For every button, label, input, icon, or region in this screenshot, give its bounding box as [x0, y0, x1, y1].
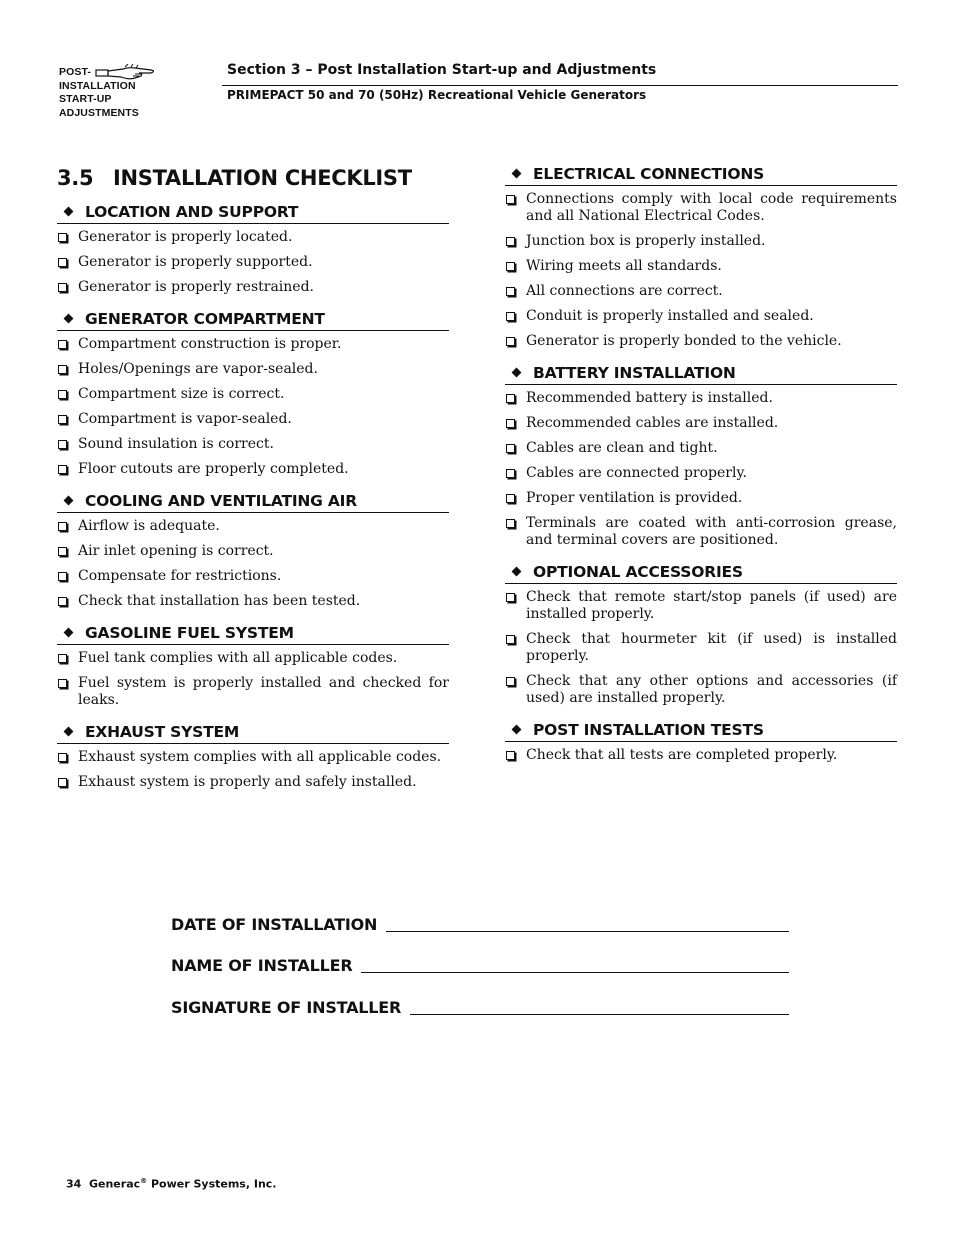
checklist-item: [505, 747, 897, 764]
section-heading-text: ELECTRICAL CONNECTIONS: [533, 165, 765, 183]
page-title: [57, 166, 412, 190]
checklist-item-text: Wiring meets all standards.: [526, 258, 722, 274]
checklist-item-text: Check that all tests are completed properly.: [526, 747, 838, 763]
checkbox-icon[interactable]: [506, 494, 515, 503]
page-title-number: 3.5: [57, 166, 94, 190]
checklist-item-text: Recommended cables are installed.: [526, 415, 779, 431]
checklist-item: [505, 490, 897, 507]
diamond-bullet-icon: [64, 314, 74, 324]
checkbox-icon[interactable]: [58, 365, 67, 374]
checklist-item: [505, 631, 897, 665]
checklist-item-text: Cables are connected properly.: [526, 465, 747, 481]
checklist-item-text: Fuel tank complies with all applicable codes.: [78, 650, 398, 666]
checklist-section: [505, 364, 897, 549]
section-heading: [505, 165, 897, 186]
checkbox-icon[interactable]: [506, 262, 515, 271]
checklist-item: [505, 308, 897, 325]
checklist-item-text: Check that installation has been tested.: [78, 593, 361, 609]
checkbox-icon[interactable]: [58, 390, 67, 399]
section-heading: [505, 563, 897, 584]
checklist-item: [505, 283, 897, 300]
checkbox-icon[interactable]: [506, 519, 515, 528]
checkbox-icon[interactable]: [58, 258, 67, 267]
section-heading-text: GASOLINE FUEL SYSTEM: [85, 624, 294, 642]
checklist-item-text: Exhaust system is properly and safely installed.: [78, 774, 417, 790]
diamond-bullet-icon: [64, 727, 74, 737]
checklist-item: [505, 333, 897, 350]
section-heading: [57, 310, 449, 331]
checkbox-icon[interactable]: [506, 419, 515, 428]
section-logo: [59, 66, 169, 120]
checklist-item: [505, 233, 897, 250]
name-of-installer-label: NAME OF INSTALLER: [171, 956, 353, 975]
signature-of-installer-label: SIGNATURE OF INSTALLER: [171, 998, 402, 1017]
checklist-item-text: Compartment is vapor-sealed.: [78, 411, 292, 427]
checklist-section: [57, 723, 449, 791]
date-of-installation-label: DATE OF INSTALLATION: [171, 915, 378, 934]
registered-mark: ®: [140, 1177, 148, 1185]
checkbox-icon[interactable]: [506, 287, 515, 296]
section-heading-text: BATTERY INSTALLATION: [533, 364, 736, 382]
section-heading-text: LOCATION AND SUPPORT: [85, 203, 299, 221]
checkbox-icon[interactable]: [506, 751, 515, 760]
checklist-item-text: Floor cutouts are properly completed.: [78, 461, 349, 477]
checklist-item: [57, 774, 449, 791]
footer-company: Generac: [88, 1177, 141, 1191]
checklist-item-text: Holes/Openings are vapor-sealed.: [78, 361, 318, 377]
checkbox-icon[interactable]: [58, 465, 67, 474]
checklist-section: [57, 624, 449, 709]
checklist-item: [505, 465, 897, 482]
section-heading-text: OPTIONAL ACCESSORIES: [533, 563, 743, 581]
checkbox-icon[interactable]: [58, 654, 67, 663]
checkbox-icon[interactable]: [506, 394, 515, 403]
checklist-item: [57, 675, 449, 709]
section-subtitle: PRIMEPACT 50 and 70 (50Hz) Recreational Vehicle Generators: [227, 88, 647, 102]
diamond-bullet-icon: [512, 169, 522, 179]
checkbox-icon[interactable]: [58, 597, 67, 606]
checklist-item-text: Airflow is adequate.: [78, 518, 220, 534]
checklist-right-column: [505, 165, 897, 778]
page-footer: [66, 1177, 276, 1191]
checklist-item: [57, 361, 449, 378]
checklist-section: [57, 310, 449, 478]
checklist-item-text: Generator is properly located.: [78, 229, 293, 245]
diamond-bullet-icon: [512, 368, 522, 378]
section-heading: [57, 203, 449, 224]
section-heading-text: COOLING AND VENTILATING AIR: [85, 492, 357, 510]
checklist-item-text: Connections comply with local code requirements and all National Electrical Codes.: [526, 191, 897, 224]
diamond-bullet-icon: [64, 496, 74, 506]
checklist-item-text: Compartment construction is proper.: [78, 336, 342, 352]
checklist-item: [57, 436, 449, 453]
checklist-item: [57, 386, 449, 403]
checklist-item: [57, 650, 449, 667]
checklist-section: [505, 563, 897, 707]
checklist-item: [505, 191, 897, 225]
checklist-item-text: Compensate for restrictions.: [78, 568, 282, 584]
diamond-bullet-icon: [512, 725, 522, 735]
section-heading-text: GENERATOR COMPARTMENT: [85, 310, 325, 328]
checkbox-icon[interactable]: [506, 593, 515, 602]
checkbox-icon[interactable]: [58, 778, 67, 787]
checklist-item-text: Cables are clean and tight.: [526, 440, 718, 456]
checkbox-icon[interactable]: [506, 444, 515, 453]
checklist-item-text: Check that any other options and accessories (if used) are installed properly.: [526, 673, 897, 706]
checkbox-icon[interactable]: [506, 312, 515, 321]
signature-of-installer-field[interactable]: [171, 997, 789, 1017]
checklist-item-text: Junction box is properly installed.: [526, 233, 766, 249]
checklist-item: [57, 593, 449, 610]
checklist-item: [57, 568, 449, 585]
checklist-item: [505, 673, 897, 707]
checklist-item: [57, 518, 449, 535]
date-of-installation-field[interactable]: [171, 914, 789, 934]
checklist-left-column: [57, 203, 449, 805]
section-heading: [57, 492, 449, 513]
checklist-item: [57, 749, 449, 766]
checklist-item: [505, 589, 897, 623]
checklist-item: [505, 440, 897, 457]
checklist-item-text: Fuel system is properly installed and checked for leaks.: [78, 675, 449, 708]
checklist-item: [57, 279, 449, 296]
checkbox-icon[interactable]: [58, 572, 67, 581]
diamond-bullet-icon: [64, 207, 74, 217]
checklist-section: [57, 203, 449, 296]
checkbox-icon[interactable]: [58, 283, 67, 292]
logo-line: ADJUSTMENTS: [59, 106, 139, 119]
checkbox-icon[interactable]: [58, 522, 67, 531]
name-of-installer-field[interactable]: [171, 955, 789, 975]
section-title: Section 3 – Post Installation Start-up and Adjustments: [227, 62, 657, 78]
checkbox-icon[interactable]: [506, 337, 515, 346]
checklist-item-text: Generator is properly bonded to the vehicle.: [526, 333, 842, 349]
checkbox-icon[interactable]: [58, 440, 67, 449]
section-heading: [57, 624, 449, 645]
checklist-item: [57, 336, 449, 353]
checklist-item-text: Air inlet opening is correct.: [78, 543, 274, 559]
checkbox-icon[interactable]: [506, 635, 515, 644]
checklist-item: [505, 258, 897, 275]
checklist-item-text: Sound insulation is correct.: [78, 436, 274, 452]
section-heading: [505, 721, 897, 742]
checklist-item: [57, 543, 449, 560]
checklist-section: [505, 165, 897, 350]
checkbox-icon[interactable]: [58, 233, 67, 242]
diamond-bullet-icon: [64, 628, 74, 638]
checklist-item-text: Exhaust system complies with all applicable codes.: [78, 749, 442, 765]
checklist-item-text: Check that hourmeter kit (if used) is installed properly.: [526, 631, 897, 664]
checklist-item-text: All connections are correct.: [526, 283, 723, 299]
logo-line: INSTALLATION: [59, 79, 136, 92]
checklist-item-text: Generator is properly supported.: [78, 254, 313, 270]
checkbox-icon[interactable]: [506, 469, 515, 478]
checklist-item-text: Compartment size is correct.: [78, 386, 285, 402]
signature-of-installer-line[interactable]: [410, 1014, 789, 1015]
diamond-bullet-icon: [512, 567, 522, 577]
footer-company-rest: Power Systems, Inc.: [150, 1177, 277, 1191]
checklist-item: [505, 515, 897, 549]
checklist-item: [505, 390, 897, 407]
checklist-item: [57, 411, 449, 428]
name-of-installer-line[interactable]: [361, 972, 789, 973]
logo-line: START-UP: [59, 93, 112, 105]
logo-line: POST-: [59, 66, 92, 78]
checkbox-icon[interactable]: [506, 677, 515, 686]
section-heading: [57, 723, 449, 744]
section-heading-text: EXHAUST SYSTEM: [85, 723, 240, 741]
checklist-item-text: Conduit is properly installed and sealed.: [526, 308, 814, 324]
checklist-section: [57, 492, 449, 610]
checklist-item: [57, 229, 449, 246]
checklist-item: [57, 461, 449, 478]
checklist-item-text: Proper ventilation is provided.: [526, 490, 743, 506]
checklist-section: [505, 721, 897, 764]
checklist-item-text: Check that remote start/stop panels (if used) are installed properly.: [526, 589, 897, 622]
pointing-hand-icon: [95, 64, 159, 82]
section-heading-text: POST INSTALLATION TESTS: [533, 721, 764, 739]
checkbox-icon[interactable]: [58, 753, 67, 762]
checklist-item-text: Terminals are coated with anti-corrosion grease, and terminal covers are positioned.: [526, 515, 897, 548]
checkbox-icon[interactable]: [58, 679, 67, 688]
checklist-item: [57, 254, 449, 271]
checkbox-icon[interactable]: [506, 195, 515, 204]
page-number: 34: [66, 1177, 82, 1191]
page-title-text: INSTALLATION CHECKLIST: [113, 166, 412, 190]
checklist-item: [505, 415, 897, 432]
checklist-item-text: Generator is properly restrained.: [78, 279, 314, 295]
checkbox-icon[interactable]: [58, 340, 67, 349]
checkbox-icon[interactable]: [58, 415, 67, 424]
header-divider: [222, 85, 898, 86]
checkbox-icon[interactable]: [58, 547, 67, 556]
section-heading: [505, 364, 897, 385]
checklist-item-text: Recommended battery is installed.: [526, 390, 773, 406]
date-of-installation-line[interactable]: [386, 931, 789, 932]
checkbox-icon[interactable]: [506, 237, 515, 246]
